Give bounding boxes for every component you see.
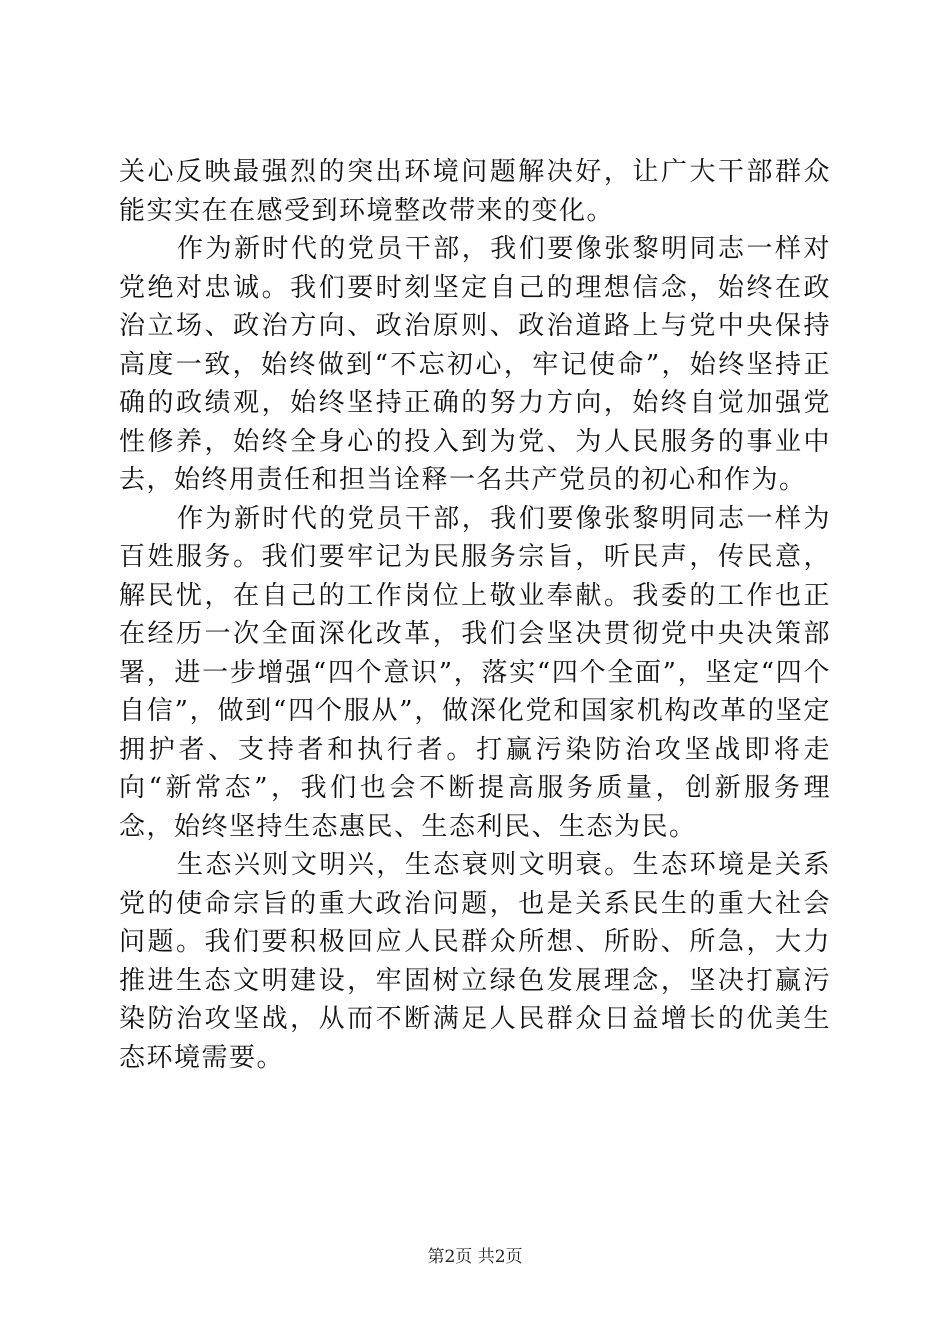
paragraph-3: 作为新时代的党员干部，我们要像张黎明同志一样为百姓服务。我们要牢记为民服务宗旨，听民声，传民意，解民忧，在自己的工作岗位上敬业奉献。我委的工作也正在经历一次全面深化改革，我们会坚决贯彻党中央决策部署，进一步增强“四个意识”，落实“四个全面”，坚定“四个自信”，做到“四个服从”，做深化党和国家机构改革的坚定拥护者、支持者和执行者。打赢污染防治攻坚战即将走向“新常态”，我们也会不断提高服务质量，创新服务理念，始终坚持生态惠民、生态利民、生态为民。 — [119, 503, 831, 842]
paragraph-2: 作为新时代的党员干部，我们要像张黎明同志一样对党绝对忠诚。我们要时刻坚定自己的理想信念，始终在政治立场、政治方向、政治原则、政治道路上与党中央保持高度一致，始终做到“不忘初心，牢记使命”，始终坚持正确的政绩观，始终坚持正确的努力方向，始终自觉加强党性修养，始终全身心的投入到为党、为人民服务的事业中去，始终用责任和担当诠释一名共产党员的初心和作为。 — [119, 234, 831, 495]
paragraph-4: 生态兴则文明兴，生态衰则文明衰。生态环境是关系党的使命宗旨的重大政治问题，也是关系民生的重大社会问题。我们要积极回应人民群众所想、所盼、所急，大力推进生态文明建设，牢固树立绿色发展理念，坚决打赢污染防治攻坚战，从而不断满足人民群众日益增长的优美生态环境需要。 — [119, 850, 831, 1073]
paragraph-1: 关心反映最强烈的突出环境问题解决好，让广大干部群众能实实在在感受到环境整改带来的变化。 — [119, 157, 831, 226]
page-number-footer: 第2页 共2页 — [427, 1247, 523, 1267]
document-body — [119, 153, 831, 1077]
